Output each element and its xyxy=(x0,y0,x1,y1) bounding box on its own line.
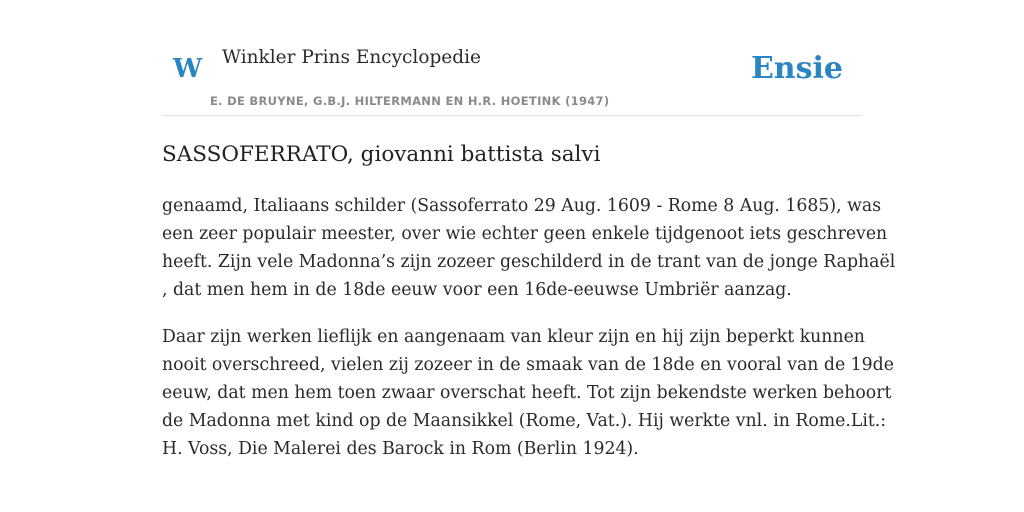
paragraph-line: genaamd, Italiaans schilder (Sassoferrato 29 Aug. 1609 - Rome 8 Aug. 1685), was xyxy=(162,196,882,216)
paragraph-line: de Madonna met kind op de Maansikkel (Rome, Vat.). Hij werkte vnl. in Rome.Lit.: xyxy=(162,411,887,431)
paragraph-line: heeft. Zijn vele Madonna’s zijn zozeer geschilderd in de trant van de jonge Raphaël xyxy=(162,252,896,272)
ensie-logo[interactable]: Ensie xyxy=(750,51,843,86)
source-authors: E. DE BRUYNE, G.B.J. HILTERMANN EN H.R. HOETINK (1947) xyxy=(210,94,610,108)
entry-card xyxy=(162,0,896,512)
paragraph-line: Daar zijn werken lieflijk en aangenaam van kleur zijn en hij zijn beperkt kunnen xyxy=(162,327,865,347)
source-title[interactable]: Winkler Prins Encyclopedie xyxy=(222,47,481,68)
paragraph-line: , dat men hem in de 18de eeuw voor een 16de-eeuwse Umbriër aanzag. xyxy=(162,280,792,300)
source-header xyxy=(162,0,862,116)
entry-title: SASSOFERRATO, giovanni battista salvi xyxy=(162,142,601,167)
paragraph-line: nooit overschreed, vielen zij zozeer in de smaak van de 18de en vooral van de 19de xyxy=(162,355,894,375)
winkler-prins-logo-icon[interactable]: W xyxy=(173,54,203,84)
paragraph-line: eeuw, dat men hem toen zwaar overschat heeft. Tot zijn bekendste werken behoort xyxy=(162,383,892,403)
entry-paragraph xyxy=(162,323,894,463)
entry-paragraph xyxy=(162,192,896,304)
paragraph-line: een zeer populair meester, over wie echter geen enkele tijdgenoot iets geschreven xyxy=(162,224,888,244)
paragraph-line: H. Voss, Die Malerei des Barock in Rom (Berlin 1924). xyxy=(162,439,639,459)
